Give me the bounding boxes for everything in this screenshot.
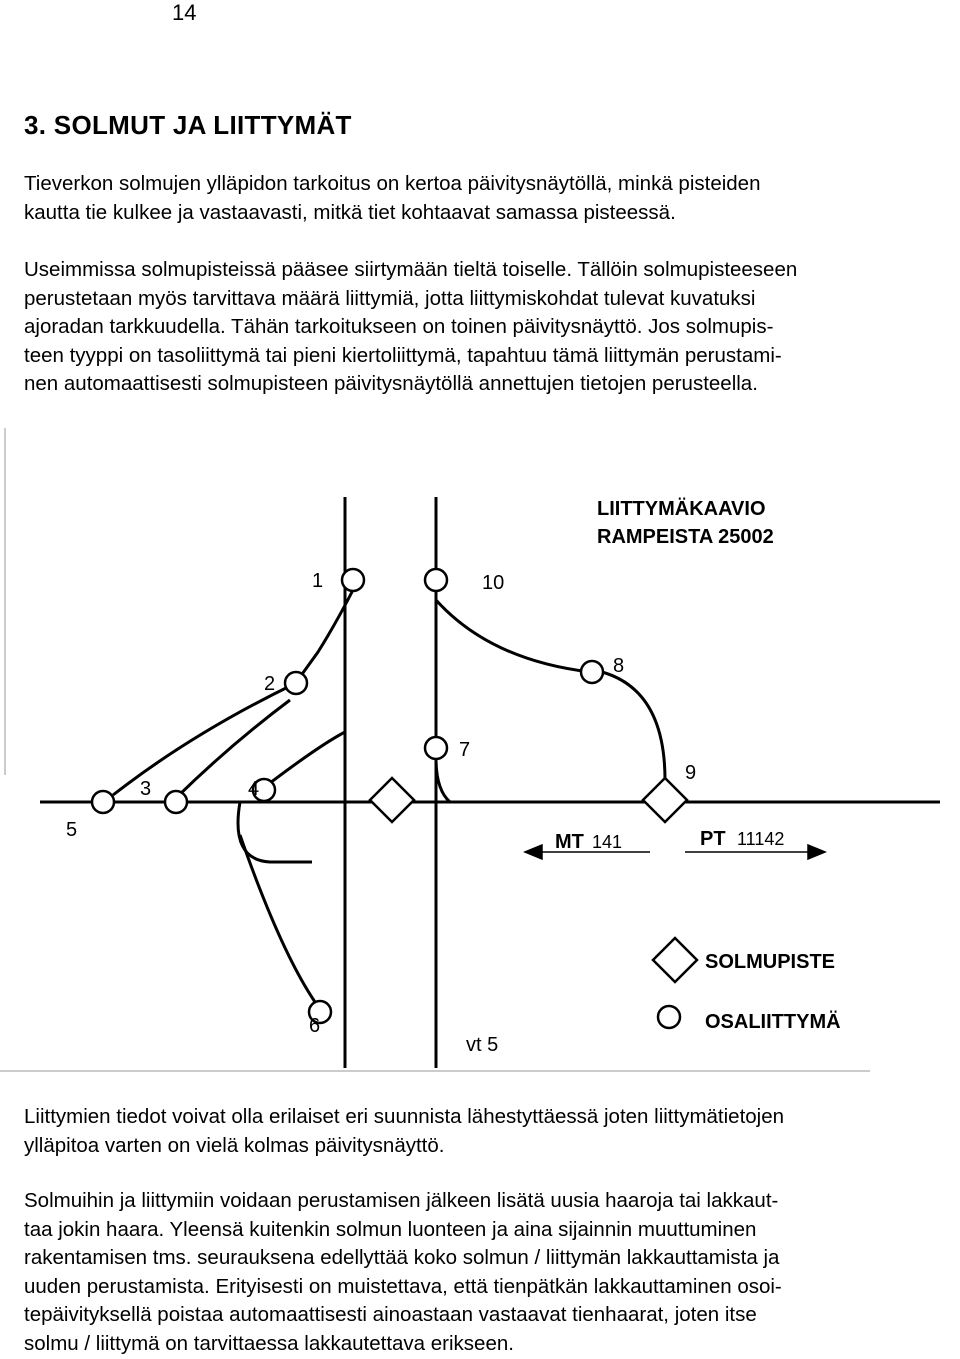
ramp-to-6 (240, 835, 315, 1002)
node-8-circle (581, 661, 603, 683)
ramp-4-road (266, 732, 345, 786)
diagram-title-line2: RAMPEISTA 25002 (597, 526, 774, 548)
text-line: tepäivityksellä poistaa automaattisesti ainoastaan vastaavat tienhaarat, joten itse (24, 1303, 757, 1326)
page-number: 14 (172, 0, 197, 25)
paragraph-2 (24, 256, 954, 399)
loop-8-9 (602, 672, 665, 780)
ramp-7 (436, 758, 450, 802)
node-label-4: 4 (248, 778, 260, 800)
paragraph-4 (24, 1187, 954, 1358)
text-line: Tieverkon solmujen ylläpidon tarkoitus on kertoa päivitysnäytöllä, minkä pisteiden (24, 172, 761, 195)
node-label-9: 9 (685, 762, 697, 784)
diagram-labels (66, 497, 841, 1056)
road-pt-label: PT (700, 828, 726, 850)
legend-circle (658, 1006, 680, 1028)
node-10-circle (425, 569, 447, 591)
paragraph-1 (24, 170, 954, 227)
node-2-circle (285, 672, 307, 694)
road-mt-label: MT (555, 831, 584, 853)
paragraph-3 (24, 1103, 954, 1160)
node-label-8: 8 (613, 655, 625, 677)
node-label-5: 5 (66, 819, 78, 841)
node-label-1: 1 (312, 570, 324, 592)
mt-arrow-head (525, 845, 542, 859)
loop-under-4 (238, 802, 312, 862)
node-label-3: 3 (140, 778, 152, 800)
junction-node-diamond (370, 778, 414, 822)
text-line: teen tyyppi on tasoliittymä tai pieni kiertoliittymä, tapahtuu tämä liittymän perustami- (24, 343, 782, 367)
text-line: ajoradan tarkkuudella. Tähän tarkoitukseen on toinen päivitysnäyttö. Jos solmupis- (24, 315, 774, 338)
node-1-circle (342, 569, 364, 591)
text-line: rakentamisen tms. seurauksena edellyttää koko solmun / liittymän lakkauttamista ja (24, 1246, 780, 1269)
text-line: kautta tie kulkee ja vastaavasti, mitkä tiet kohtaavat samassa pisteessä. (24, 200, 676, 224)
section-heading: 3. SOLMUT JA LIITTYMÄT (24, 110, 352, 140)
junction-diagram (0, 425, 960, 1085)
node-7-circle (425, 737, 447, 759)
text-line: Liittymien tiedot voivat olla erilaiset eri suunnista lähestyttäessä joten liittymätietojen (24, 1105, 785, 1128)
node-3b-circle (165, 791, 187, 813)
legend-solmupiste-label: SOLMUPISTE (705, 951, 836, 973)
text-line: ylläpitoa varten on vielä kolmas päivitysnäyttö. (24, 1133, 445, 1157)
junction-node-diamond (643, 778, 687, 822)
pt-arrow-head (808, 845, 825, 859)
text-line: perustetaan myös tarvittava määrä liittymiä, jotta liittymiskohdat tulevat kuvatuksi (24, 286, 756, 310)
legend-diamond (653, 938, 697, 982)
ramp-10-8 (436, 600, 590, 672)
node-3-circle (92, 791, 114, 813)
node-label-2: 2 (264, 673, 276, 695)
text-line: solmu / liittymä on tarvittaessa lakkautettava erikseen. (24, 1331, 514, 1355)
road-mt-number: 141 (592, 832, 623, 852)
diagram-title-line1: LIITTYMÄKAAVIO (597, 498, 766, 520)
node-label-6: 6 (309, 1015, 321, 1037)
text-line: uuden perustamista. Erityisesti on muistettava, että tienpätkän lakkauttaminen osoi- (24, 1274, 782, 1298)
text-line: nen automaattisesti solmupisteen päivitysnäytöllä annettujen tietojen perusteella. (24, 372, 758, 395)
text-line: Solmuihin ja liittymiin voidaan perustamisen jälkeen lisätä uusia haaroja tai lakkaut- (24, 1189, 779, 1212)
text-line: Useimmissa solmupisteissä pääsee siirtymään tieltä toiselle. Tällöin solmupisteeseen (24, 258, 798, 281)
node-label-7: 7 (459, 739, 471, 761)
node-label-10: 10 (482, 572, 505, 594)
solmupiste-nodes (370, 778, 697, 982)
legend-osaliittyma-label: OSALIITTYMÄ (705, 1011, 841, 1033)
text-line: taa jokin haara. Yleensä kuitenkin solmun luonteen ja aina sijainnin muuttuminen (24, 1217, 757, 1241)
road-pt-number: 11142 (737, 829, 785, 849)
road-vt-label: vt 5 (466, 1034, 499, 1056)
